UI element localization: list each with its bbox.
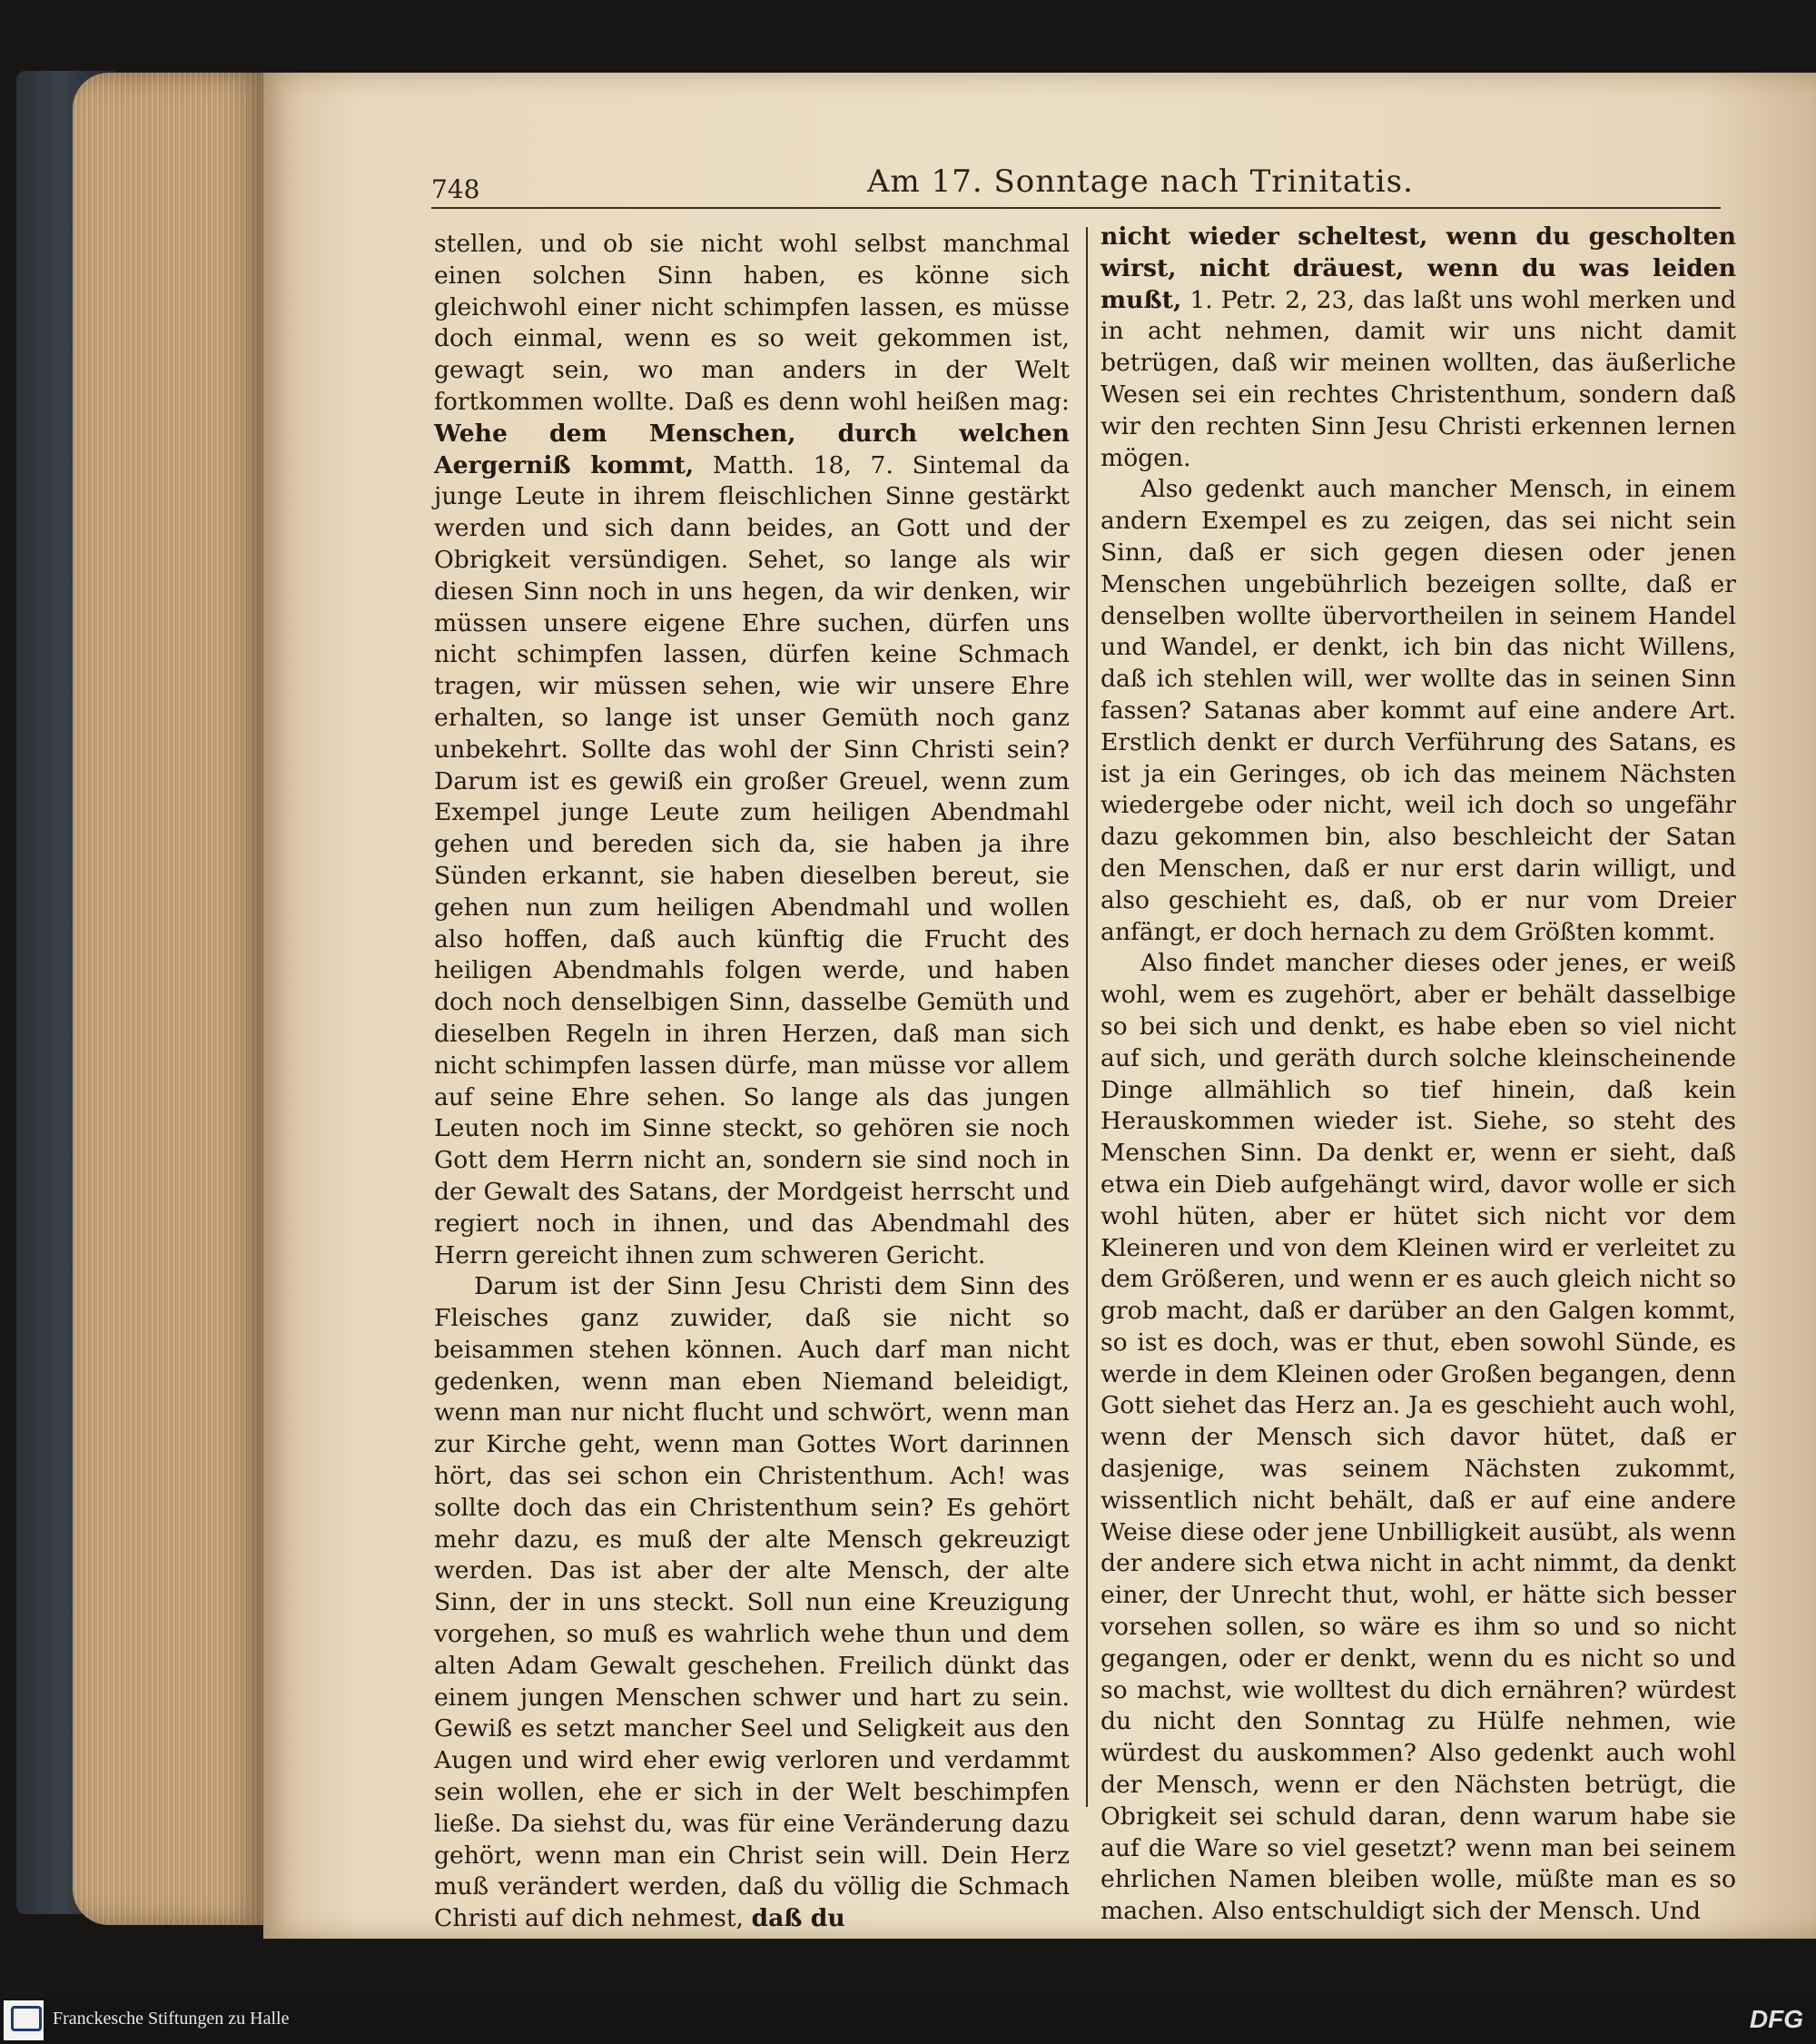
left-paragraph-1 <box>434 229 1070 1271</box>
header-rule <box>431 207 1721 209</box>
right-paragraph-3: Also findet mancher dieses oder jenes, er weiß wohl, wem es zugehört, aber er behält dasselbige so bei sich und denkt, es habe eben so viel nicht auf sich, und geräth durch solche kleinscheinende Dinge allmählich so tief hinein, daß kein Herauskommen wieder ist. Siehe, so steht des Menschen Sinn. Da denkt er, wenn er sieht, daß etwa ein Dieb aufgehängt wird, davor wolle er sich wohl hüten, aber er hütet sich nicht vor dem Kleineren und von dem Kleinen wird er verleitet zu dem Größeren, und wenn er es auch gleich nicht so grob macht, daß er darüber an den Galgen kommt, so ist es doch, was er thut, eben sowohl Sünde, es werde in dem Kleinen oder Großen begangen, denn Gott siehet das Herz an. Ja es geschieht auch wohl, wenn der Mensch sich davor hütet, daß er dasjenige, was seinem Nächsten zukommt, wissentlich nicht behält, daß er auf eine andere Weise diese oder jene Unbilligkeit ausübt, als wenn der andere sich etwa nicht in acht nimmt, da denkt einer, der Unrecht thut, wohl, er hätte sich besser vorsehen sollen, so wäre es ihm so und so nicht gegangen, oder er denkt, wenn du es nicht so und so machst, wie wolltest du dich ernähren? würdest du nicht den Sonntag zu Hülfe nehmen, wie würdest du auskommen? Also gedenkt auch wohl der Mensch, wenn er den Nächsten betrügt, die Obrigkeit sei schuld daran, denn warum habe sie auf die Ware so viel gesetzt? wenn man bei seinem ehrlichen Namen bleiben wolle, müßte man es so machen. Also entschuldigt sich der Mensch. Und <box>1100 949 1736 1926</box>
running-title: Am 17. Sonntage nach Trinitatis. <box>867 163 1414 200</box>
left-paragraph-2 <box>434 1271 1070 1935</box>
right-column <box>1100 222 1736 1928</box>
column-rule <box>1086 227 1088 1807</box>
text-run: stellen, und ob sie nicht wohl selbst manchmal einen solchen Sinn haben, es könne sich gleichwohl einer nicht schimpfen lassen, es müsse doch einmal, wenn es so weit gekommen ist, gewagt sein, wo man anders in der Welt fortkommen wollte. Daß es denn wohl heißen mag: <box>434 230 1070 416</box>
right-paragraph-2: Also gedenkt auch mancher Mensch, in einem andern Exempel es zu zeigen, das sei nicht sein Sinn, daß er sich gegen diesen oder jenen Menschen ungebührlich bezeigen sollte, daß er denselben wollte übervortheilen in seinem Handel und Wandel, er denkt, ich bin das nicht Willens, daß ich stehlen will, wer wollte das in seinen Sinn fassen? Satanas aber kommt auf eine andere Art. Erstlich denkt er durch Verführung des Satans, es ist ja ein Geringes, ob ich das meinem Nächsten wiedergebe oder nicht, weil ich doch so ungefähr dazu gekommen bin, also beschleicht der Satan den Menschen, daß er nur erst darin willigt, und also geschieht es, daß, ob er nur vom Dreier anfängt, er doch hernach zu dem Größten kommt. <box>1100 475 1736 946</box>
dfg-badge: DFG <box>1749 2005 1803 2033</box>
left-column <box>434 229 1070 1935</box>
viewer-footer <box>0 1998 1816 2044</box>
page-number: 748 <box>431 174 480 204</box>
text-run: Matth. 18, 7. Sintemal da junge Leute in ihrem fleischlichen Sinne gestärkt werden und sich dann beides, an Gott und der Obrigkeit versündigen. Sehet, so lange als wir diesen Sinn noch in uns hegen, da wir denken, wir müssen unsere eigene Ehre suchen, dürfen uns nicht schimpfen lassen, dürfen keine Schmach tragen, wir müssen sehen, wie wir unsere Ehre erhalten, so lange ist unser Gemüth noch ganz unbekehrt. Sollte das wohl der Sinn Christi sein? Darum ist es gewiß ein großer Greuel, wenn zum Exempel junge Leute zum heiligen Abendmahl gehen und bereden sich da, sie haben ja ihre Sünden erkannt, sie haben dieselben bereut, sie gehen nun zum heiligen Abendmahl und wollen also hoffen, daß auch künftig die Frucht des heiligen Abendmahls folgen werde, und haben doch noch denselbigen Sinn, dasselbe Gemüth und dieselben Regeln in ihren Herzen, daß man sich nicht schimpfen lassen dürfe, man müsse vor allem auf seine Ehre sehen. So lange als das jungen Leuten noch im Sinne steckt, so gehören sie noch Gott dem Herrn nicht an, sondern sie sind noch in der Gewalt des Satans, der Mordgeist herrscht und regiert noch in ihnen, und das Abendmahl des Herrn gereicht ihnen zum schweren Gericht. <box>434 450 1070 1269</box>
right-paragraph-1 <box>1100 222 1736 474</box>
bold-quote: Wehe dem Menschen, durch welchen Aergerniß kommt, <box>434 419 1070 479</box>
text-run: 1. Petr. 2, 23, das laßt uns wohl merken und in acht nehmen, damit wir uns nicht damit betrügen, daß wir meinen wollten, das äußerliche Wesen sei ein rechtes Christenthum, sondern daß wir den rechten Sinn Jesu Christi erkennen lernen mögen. <box>1100 285 1736 472</box>
page-header <box>431 163 1721 209</box>
page-edges <box>73 73 268 1925</box>
text-run: Darum ist der Sinn Jesu Christi dem Sinn des Fleisches ganz zuwider, daß sie nicht so beisammen stehen können. Auch darf man nicht gedenken, wenn man eben Niemand beleidigt, wenn man nur nicht flucht und schwört, wenn man zur Kirche geht, wenn man Gottes Wort darinnen hört, das sei schon ein Christenthum. Ach! was sollte doch das ein Christenthum sein? Es gehört mehr dazu, es muß der alte Mensch gekreuzigt werden. Das ist aber der alte Mensch, der alte Sinn, der in uns steckt. Soll nun eine Kreuzigung vorgehen, so muß es wahrlich wehe thun und dem alten Adam Gewalt geschehen. Freilich dünkt das einem jungen Menschen schwer und hart zu sein. Gewiß es setzt mancher Seel und Seligkeit aus den Augen und wird eher ewig verloren und verdammt sein wollen, ehe er sich in der Welt beschimpfen ließe. Da siehst du, was für eine Veränderung dazu gehört, wenn man ein Christ sein will. Dein Herz muß verändert werden, daß du völlig die Schmach Christi auf dich nehmest, <box>434 1272 1070 1933</box>
bold-quote: nicht wieder scheltest, wenn du gescholten wirst, nicht dräuest, wenn du was leiden mußt, <box>1100 222 1736 314</box>
institution-name: Franckesche Stiftungen zu Halle <box>53 2009 290 2029</box>
bold-quote: daß du <box>751 1904 845 1933</box>
institution-logo-icon <box>4 2000 44 2040</box>
